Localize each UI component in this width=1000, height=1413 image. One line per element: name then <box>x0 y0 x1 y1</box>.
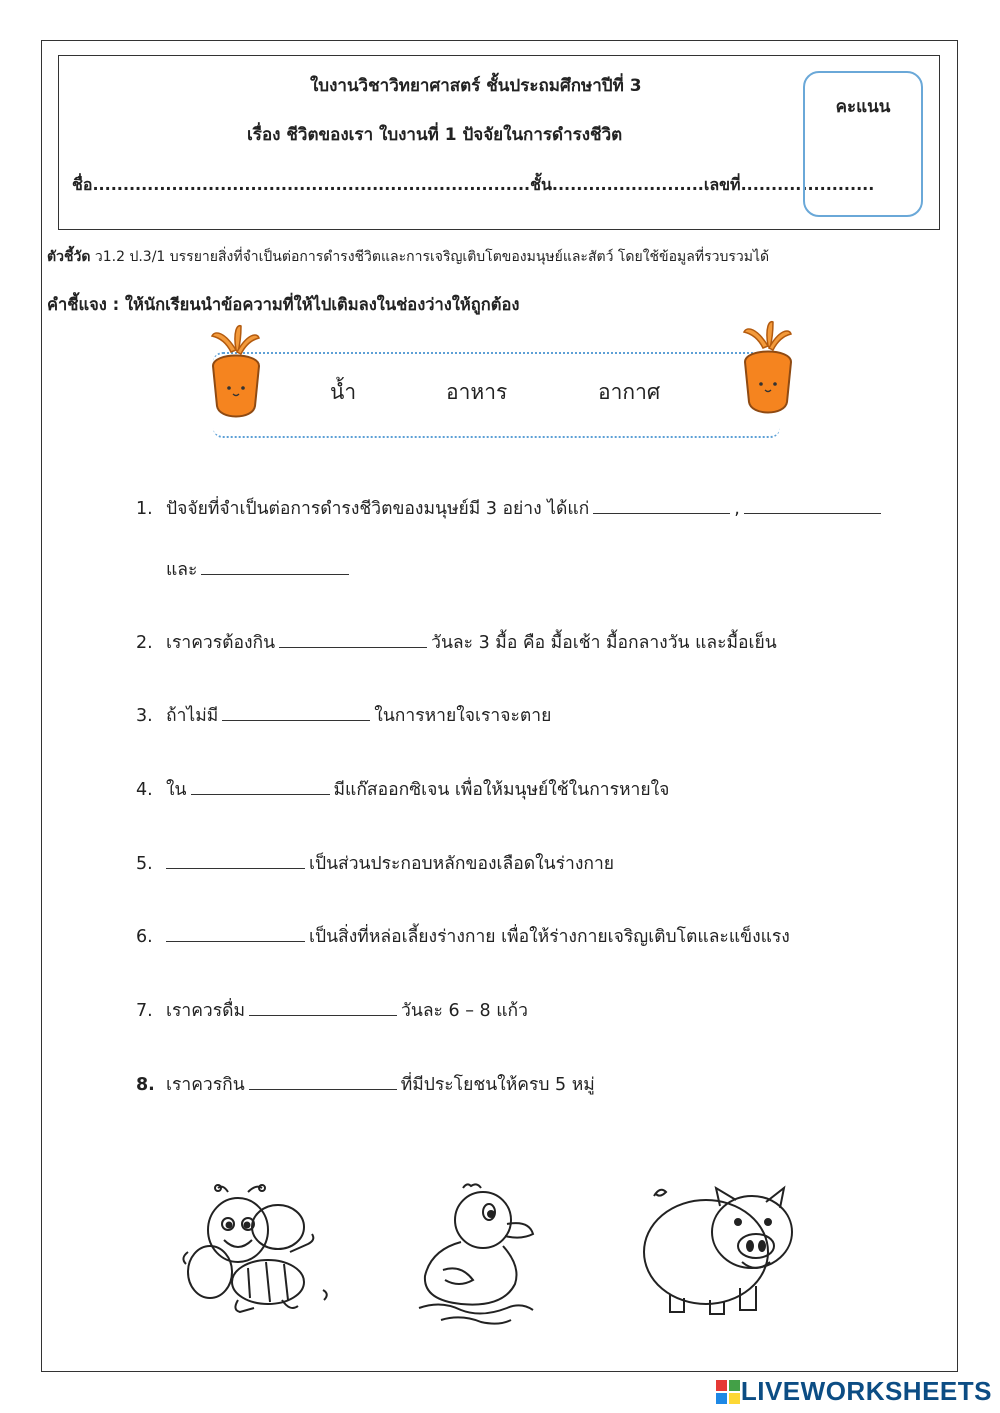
question-number: 4. <box>136 780 153 800</box>
question-text: เราควรกิน <box>166 1075 245 1095</box>
answer-blank[interactable] <box>249 1001 397 1016</box>
question-1 <box>136 494 885 522</box>
question-number: 5. <box>136 854 153 874</box>
question-text: ในการหายใจเราจะตาย <box>374 706 552 726</box>
question-5 <box>136 849 614 877</box>
score-box <box>803 71 923 217</box>
question-text: เป็นสิ่งที่หล่อเลี้ยงร่างกาย เพื่อให้ร่างกายเจริญเติบโตและแข็งแรง <box>309 927 790 947</box>
score-label: คะแนน <box>835 97 891 117</box>
question-number: 3. <box>136 706 153 726</box>
question-text: เราควรต้องกิน <box>166 633 276 653</box>
question-4 <box>136 775 669 803</box>
question-text: ใน <box>166 780 187 800</box>
answer-blank[interactable] <box>249 1075 397 1090</box>
answer-blank[interactable] <box>222 706 370 721</box>
pig-illustration <box>640 1180 820 1320</box>
question-text: , <box>734 499 740 519</box>
question-6 <box>136 922 790 950</box>
question-text: ที่มีประโยชนให้ครบ 5 หมู่ <box>400 1075 595 1095</box>
indicator-label: ตัวชี้วัด <box>47 249 91 265</box>
question-1-cont <box>166 555 353 583</box>
worksheet-subtitle: เรื่อง ชีวิตของเรา ใบงานที่ 1 ปัจจัยในการดำรงชีวิต <box>247 125 623 145</box>
question-number: 7. <box>136 1001 153 1021</box>
question-text: วันละ 6 – 8 แก้ว <box>401 1001 528 1021</box>
answer-blank[interactable] <box>593 499 730 514</box>
question-2 <box>136 628 777 656</box>
liveworksheets-logo[interactable] <box>715 1376 992 1407</box>
name-line[interactable]: ชื่อ........................................................................ชั้น.........................เลขที่...................... <box>72 175 875 194</box>
question-8 <box>136 1070 595 1098</box>
answer-blank[interactable] <box>166 927 305 942</box>
word-food[interactable]: อาหาร <box>446 380 508 404</box>
question-text: มีแก๊สออกซิเจน เพื่อให้มนุษย์ใช้ในการหายใจ <box>333 780 670 800</box>
indicator <box>47 246 769 268</box>
question-number: 1. <box>136 499 153 519</box>
carrot-icon-left <box>203 322 269 426</box>
carrot-icon-right <box>735 318 801 422</box>
question-text: เราควรดื่ม <box>166 1001 246 1021</box>
question-text: และ <box>166 560 198 580</box>
answer-blank[interactable] <box>191 780 330 795</box>
question-text: เป็นส่วนประกอบหลักของเลือดในร่างกาย <box>309 854 615 874</box>
answer-blank[interactable] <box>279 633 427 648</box>
answer-blank[interactable] <box>166 854 305 869</box>
question-text: วันละ 3 มื้อ คือ มื้อเช้า มื้อกลางวัน และมื้อเย็น <box>431 633 777 653</box>
logo-badge-icon <box>715 1379 741 1405</box>
word-water[interactable]: น้ำ <box>330 380 357 404</box>
worksheet-title: ใบงานวิชาวิทยาศาสตร์ ชั้นประถมศึกษาปีที่ 3 <box>310 76 642 96</box>
word-air[interactable]: อากาศ <box>598 380 661 404</box>
answer-blank[interactable] <box>201 560 349 575</box>
bee-illustration <box>178 1182 338 1322</box>
question-text: ปัจจัยที่จำเป็นต่อการดำรงชีวิตของมนุษย์มี 3 อย่าง ได้แก่ <box>166 499 590 519</box>
duck-illustration <box>411 1180 541 1330</box>
answer-blank[interactable] <box>744 499 881 514</box>
logo-text: LIVEWORKSHEETS <box>740 1376 992 1406</box>
indicator-text: ว1.2 ป.3/1 บรรยายสิ่งที่จำเป็นต่อการดำรงชีวิตและการเจริญเติบโตของมนุษย์และสัตว์ โดยใช้ข้อมูลที่รวบรวมได้ <box>90 249 770 265</box>
question-text: ถ้าไม่มี <box>166 706 219 726</box>
question-3 <box>136 701 551 729</box>
question-7 <box>136 996 528 1024</box>
question-number: 2. <box>136 633 153 653</box>
instruction: คำชี้แจง : ให้นักเรียนนำข้อความที่ให้ไปเติมลงในช่องว่างให้ถูกต้อง <box>47 295 520 314</box>
question-number: 8. <box>136 1075 155 1095</box>
question-number: 6. <box>136 927 153 947</box>
